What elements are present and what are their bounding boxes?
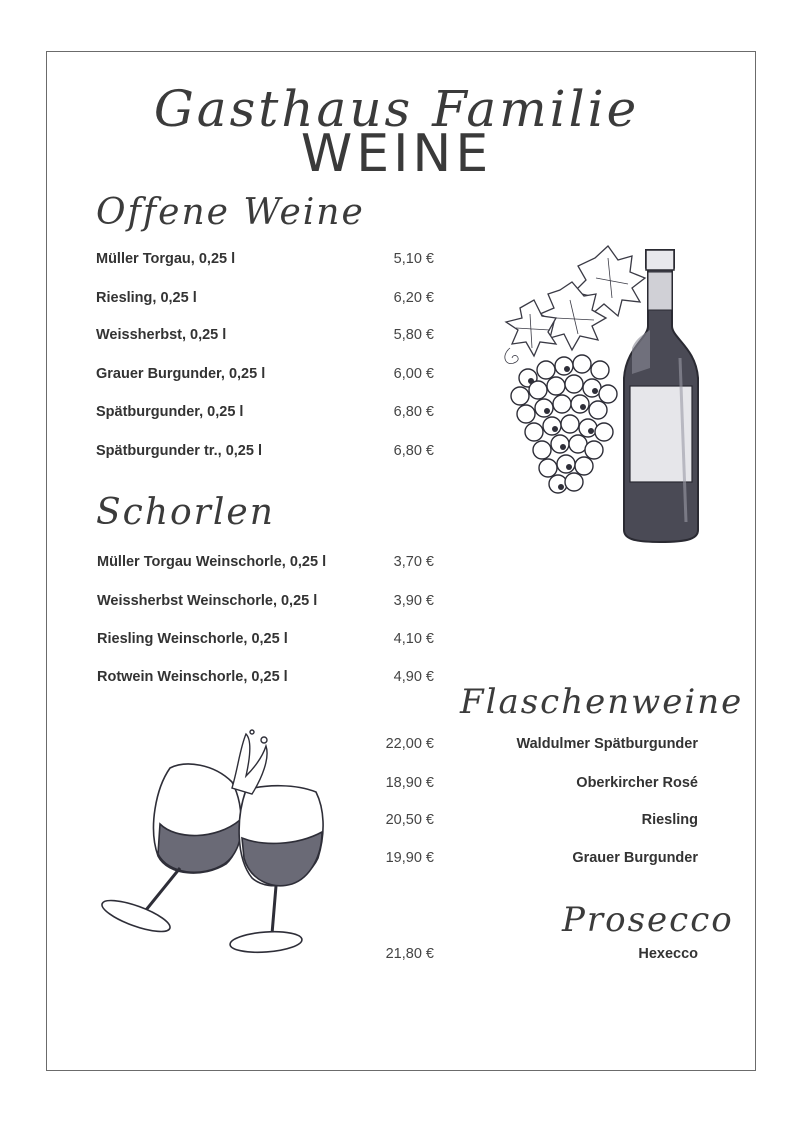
menu-item-name: Grauer Burgunder, 0,25 l [96,366,266,382]
menu-item-price: 5,10 € [393,251,434,267]
menu-item-price: 21,80 € [385,946,434,962]
menu-item-price: 4,90 € [393,669,434,685]
menu-item-name: Spätburgunder tr., 0,25 l [96,443,262,459]
menu-item-price: 6,00 € [393,366,434,382]
menu-item-name: Weissherbst Weinschorle, 0,25 l [97,593,318,609]
menu-item-price: 6,20 € [393,290,434,306]
menu-item-name: Grauer Burgunder [572,850,698,866]
menu-item-name: Hexecco [638,946,698,962]
menu-item-price: 3,90 € [393,593,434,609]
menu-item-name: Riesling, 0,25 l [96,290,197,306]
menu-item-price: 22,00 € [385,736,434,752]
menu-item-name: Müller Torgau Weinschorle, 0,25 l [97,554,327,570]
menu-item-price: 4,10 € [393,631,434,647]
wine-bottle-grapes-icon [500,238,710,548]
menu-item-name: Riesling Weinschorle, 0,25 l [97,631,288,647]
menu-item-name: Riesling [641,812,698,828]
menu-item-name: Müller Torgau, 0,25 l [96,251,236,267]
page-title: WEINE [300,124,493,184]
menu-item-price: 5,80 € [393,327,434,343]
menu-item-price: 6,80 € [393,404,434,420]
section-title-offene-weine: Offene Weine [96,192,365,233]
menu-item-name: Waldulmer Spätburgunder [516,736,698,752]
menu-item-price: 6,80 € [393,443,434,459]
menu-item-name: Spätburgunder, 0,25 l [96,404,244,420]
wine-glasses-icon [96,728,336,964]
section-title-prosecco: Prosecco [562,900,734,940]
menu-item-price: 19,90 € [385,850,434,866]
menu-item-price: 18,90 € [385,775,434,791]
menu-item-price: 3,70 € [393,554,434,570]
menu-item-name: Weissherbst, 0,25 l [96,327,227,343]
section-title-schorlen: Schorlen [96,492,275,533]
menu-item-name: Oberkircher Rosé [576,775,698,791]
menu-item-name: Rotwein Weinschorle, 0,25 l [97,669,288,685]
section-title-flaschenweine: Flaschenweine [460,682,744,722]
menu-item-price: 20,50 € [385,812,434,828]
restaurant-name-script: Gasthaus Familie [153,80,640,138]
